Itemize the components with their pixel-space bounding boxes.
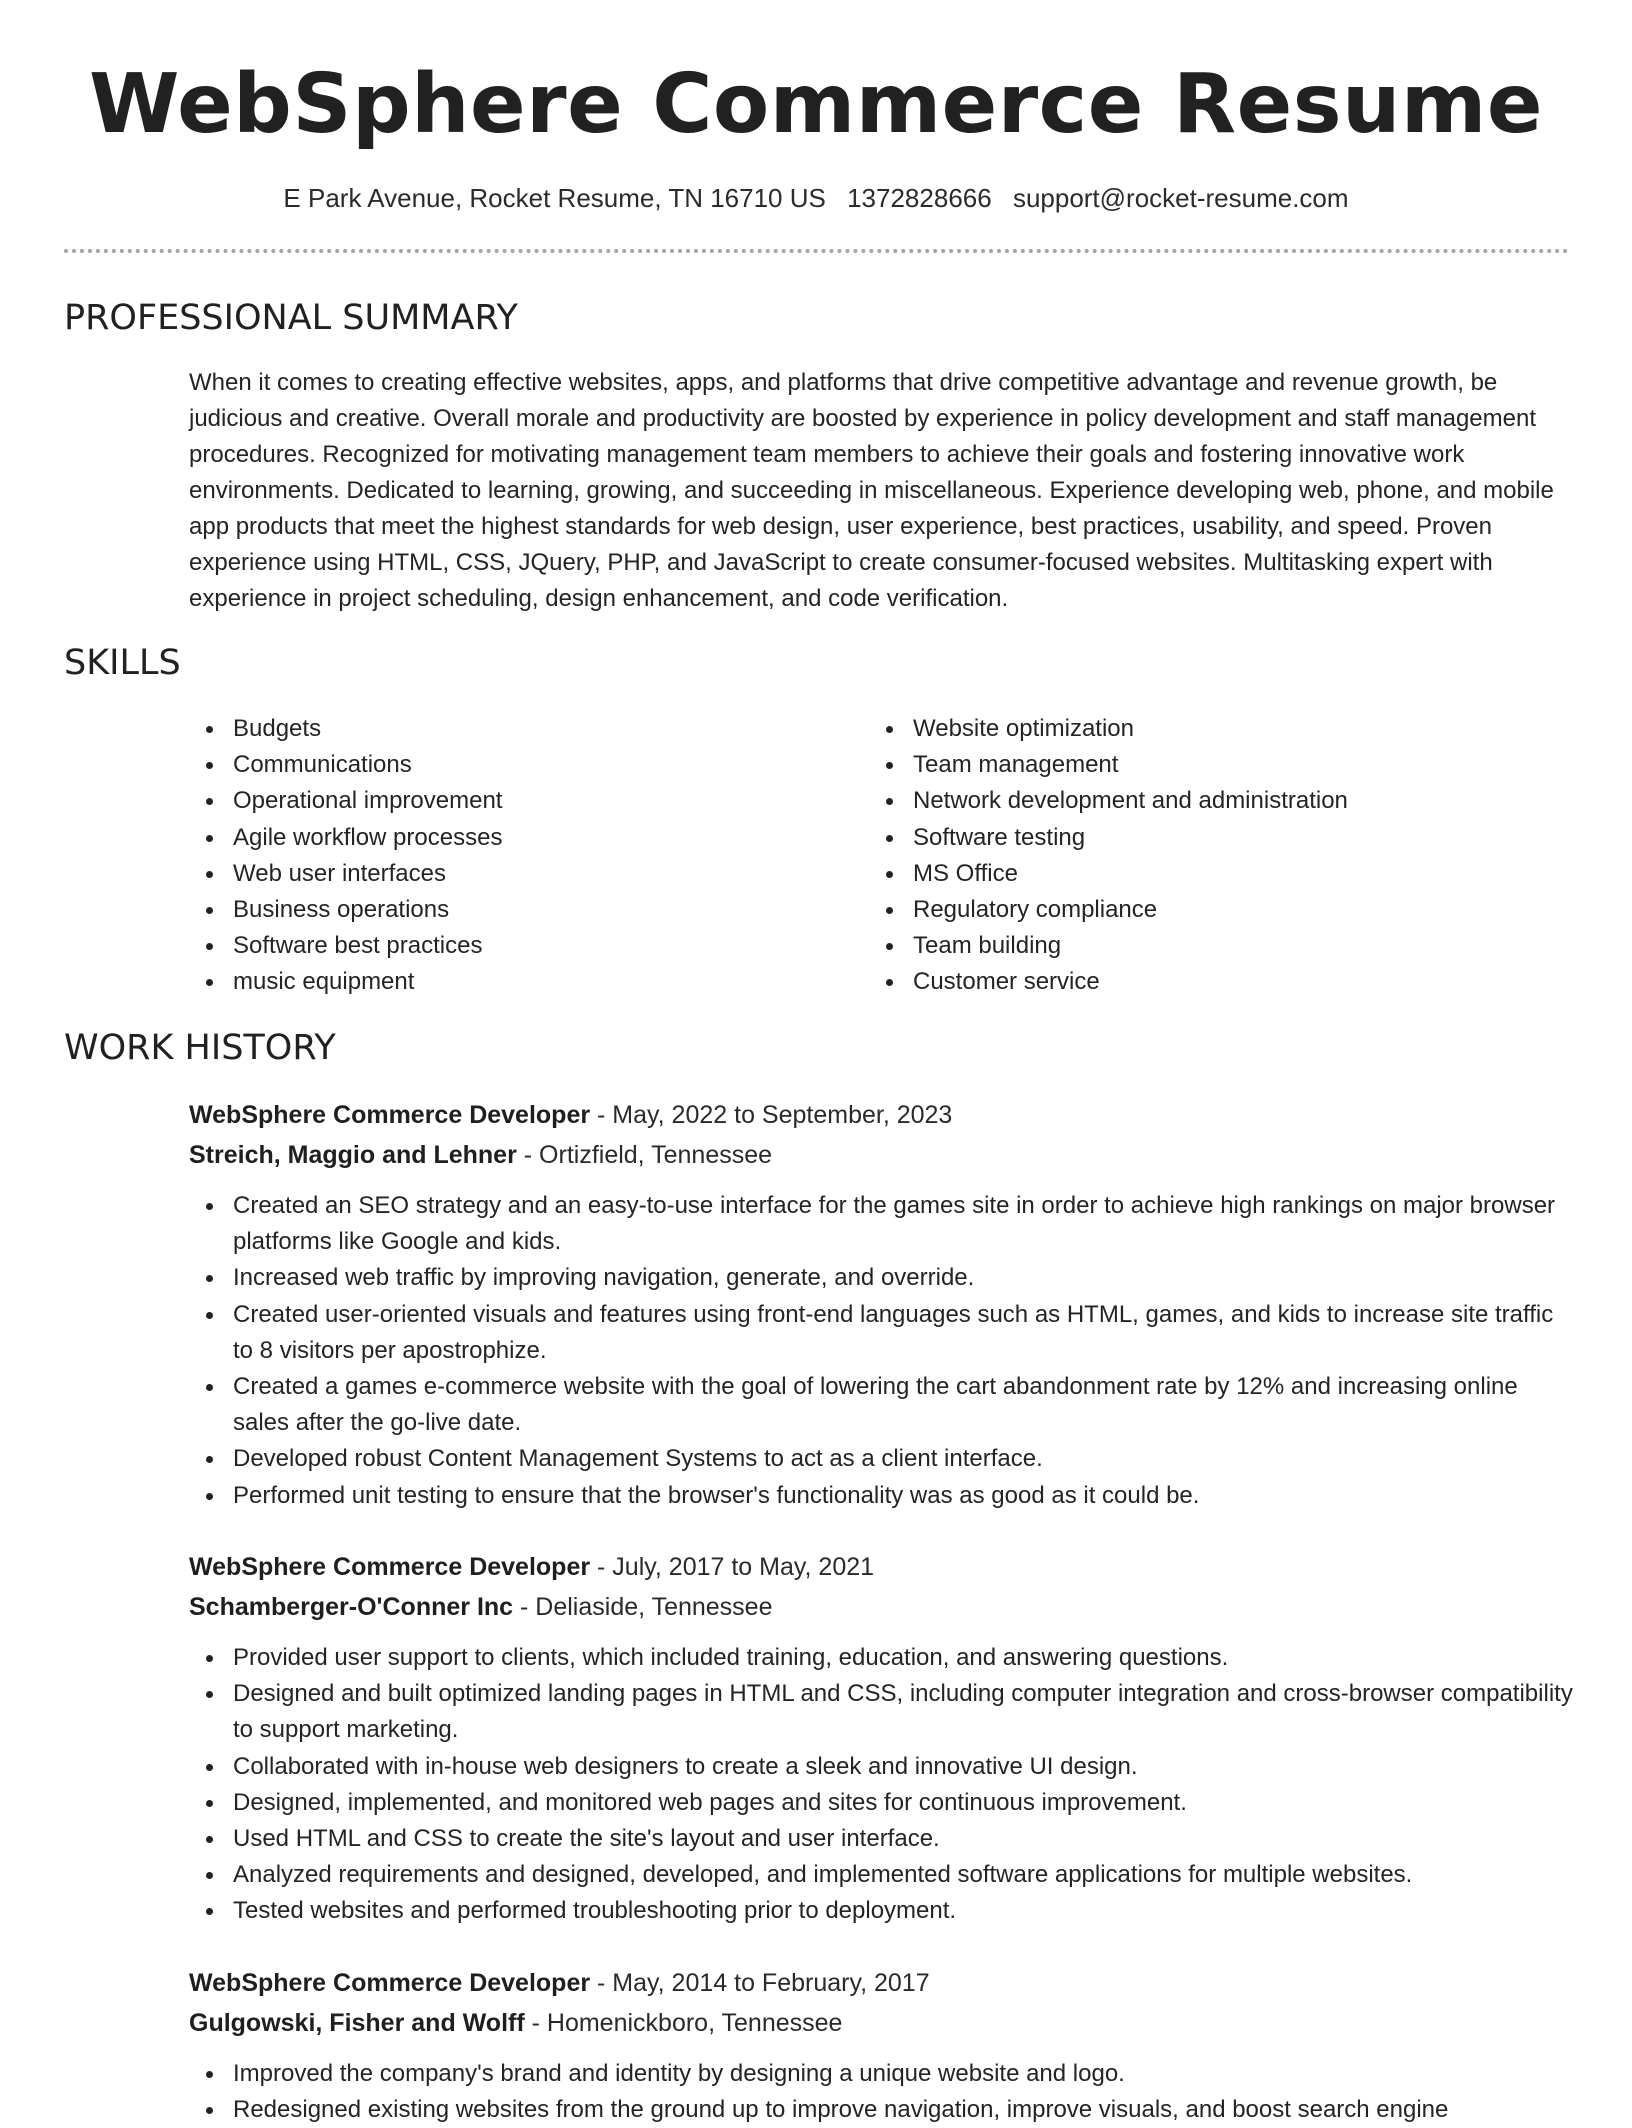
job-location: - Deliaside, Tennessee: [513, 1593, 773, 1621]
duty-item: Increased web traffic by improving navigation, generate, and override.: [189, 1260, 1574, 1296]
job-location: - Homenickboro, Tennessee: [524, 2009, 843, 2037]
header-divider: [64, 249, 1569, 253]
skill-item: Agile workflow processes: [189, 820, 829, 856]
job-location: - Ortizfield, Tennessee: [516, 1141, 773, 1169]
duty-item: Improved the company's brand and identity by designing a unique website and logo.: [189, 2056, 1574, 2092]
duty-item: Tested websites and performed troubleshooting prior to deployment.: [189, 1893, 1574, 1929]
job-duties: [189, 2056, 1574, 2128]
skill-item: Website optimization: [869, 711, 1509, 747]
duty-item: Provided user support to clients, which included training, education, and answering questions.: [189, 1640, 1574, 1676]
section-heading-skills: SKILLS: [64, 643, 181, 683]
skill-item: music equipment: [189, 964, 829, 1000]
job-title-line: [189, 1095, 1574, 1135]
job-title-line: [189, 1963, 1574, 2003]
duty-item: Designed and built optimized landing pages in HTML and CSS, including computer integration and cross-browser compatibility to support marketing.: [189, 1676, 1574, 1748]
job-company: Gulgowski, Fisher and Wolff: [189, 2009, 525, 2037]
skill-item: Business operations: [189, 892, 829, 928]
skill-item: Budgets: [189, 711, 829, 747]
skill-item: Web user interfaces: [189, 856, 829, 892]
job-dates: - May, 2014 to February, 2017: [590, 1969, 930, 1997]
contact-email: support@rocket-resume.com: [1012, 183, 1349, 213]
skill-item: Network development and administration: [869, 783, 1509, 819]
skill-item: Team management: [869, 747, 1509, 783]
job-title: WebSphere Commerce Developer: [189, 1969, 591, 1997]
duty-item: Collaborated with in-house web designers to create a sleek and innovative UI design.: [189, 1749, 1574, 1785]
job-entry: [189, 1095, 1574, 1514]
job-company: Streich, Maggio and Lehner: [189, 1141, 517, 1169]
skill-item: Regulatory compliance: [869, 892, 1509, 928]
job-dates: - July, 2017 to May, 2021: [590, 1553, 875, 1581]
job-duties: [189, 1640, 1574, 1930]
summary-text: When it comes to creating effective websites, apps, and platforms that drive competitive advantage and revenue growth, be judicious and creative. Overall morale and productivity are boosted by experience in policy development and staff management procedures. Recognized for motivating management team members to achieve their goals and fostering innovative work environments. Dedicated to learning, growing, and succeeding in miscellaneous. Experience developing web, phone, and mobile app products that meet the highest standards for web design, user experience, best practices, usability, and speed. Proven experience using HTML, CSS, JQuery, PHP, and JavaScript to create consumer-focused websites. Multitasking expert with experience in project scheduling, design enhancement, and code verification.: [189, 369, 1554, 612]
skill-item: Software best practices: [189, 928, 829, 964]
job-company: Schamberger-O'Conner Inc: [189, 1593, 514, 1621]
skill-item: Software testing: [869, 820, 1509, 856]
duty-item: Analyzed requirements and designed, developed, and implemented software applications for multiple websites.: [189, 1857, 1574, 1893]
duty-item: Designed, implemented, and monitored web pages and sites for continuous improvement.: [189, 1785, 1574, 1821]
job-title-line: [189, 1547, 1574, 1587]
skills-list-left: [189, 711, 829, 1001]
duty-item: Created a games e-commerce website with the goal of lowering the cart abandonment rate by 12% and increasing online sales after the go-live date.: [189, 1369, 1574, 1441]
skills-list-right: [869, 711, 1509, 1001]
job-company-line: [189, 2003, 1574, 2043]
resume-title: WebSphere Commerce Resume: [89, 57, 1543, 152]
skill-item: Operational improvement: [189, 783, 829, 819]
duty-item: Used HTML and CSS to create the site's layout and user interface.: [189, 1821, 1574, 1857]
skill-item: Communications: [189, 747, 829, 783]
duty-item: Created an SEO strategy and an easy-to-use interface for the games site in order to achieve high rankings on major browser platforms like Google and kids.: [189, 1188, 1574, 1260]
job-title: WebSphere Commerce Developer: [189, 1101, 591, 1129]
job-entry: [189, 1963, 1574, 2128]
contact-phone: 1372828666: [847, 183, 992, 213]
contact-info: [0, 178, 1632, 218]
job-company-line: [189, 1135, 1574, 1175]
section-heading-work: WORK HISTORY: [64, 1028, 336, 1068]
duty-item: Redesigned existing websites from the ground up to improve navigation, improve visuals, and boost search engine: [189, 2092, 1574, 2128]
skill-item: Customer service: [869, 964, 1509, 1000]
section-heading-summary: PROFESSIONAL SUMMARY: [64, 298, 518, 338]
skill-item: Team building: [869, 928, 1509, 964]
job-company-line: [189, 1587, 1574, 1627]
duty-item: Created user-oriented visuals and features using front-end languages such as HTML, games, and kids to increase site traffic to 8 visitors per apostrophize.: [189, 1297, 1574, 1369]
contact-address: E Park Avenue, Rocket Resume, TN 16710 US: [283, 183, 826, 213]
skill-item: MS Office: [869, 856, 1509, 892]
job-duties: [189, 1188, 1574, 1514]
duty-item: Developed robust Content Management Systems to act as a client interface.: [189, 1441, 1574, 1477]
job-entry: [189, 1547, 1574, 1930]
job-dates: - May, 2022 to September, 2023: [590, 1101, 953, 1129]
duty-item: Performed unit testing to ensure that the browser's functionality was as good as it could be.: [189, 1478, 1574, 1514]
job-title: WebSphere Commerce Developer: [189, 1553, 591, 1581]
